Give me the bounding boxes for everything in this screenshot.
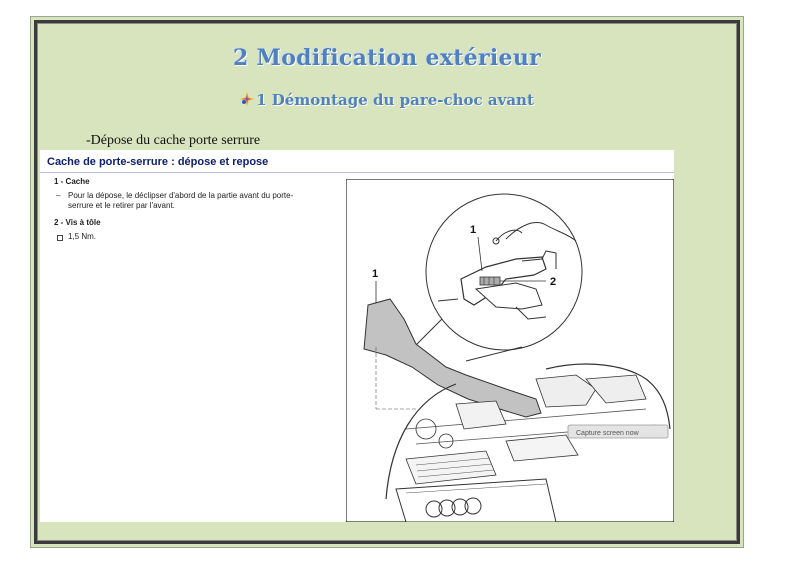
star-bullet-icon [240,92,254,106]
screw-icon [480,277,500,285]
procedure-title: Cache de porte-serrure : dépose et repose [47,156,269,168]
divider [40,172,674,173]
technical-diagram [346,179,674,522]
square-marker-icon [57,235,63,241]
procedure-panel [40,150,674,522]
item-detail [54,232,293,242]
section-subtitle [31,91,743,109]
detail-line: 1,5 Nm. [68,232,97,241]
document-page [30,16,744,548]
detail-line: serrure et le retirer par l'avant. [68,201,175,210]
callout-1-main: 1 [372,268,379,280]
intro-text: -Dépose du cache porte serrure [86,133,261,148]
capture-tooltip-text: Capture screen now [576,430,639,437]
dash-marker: – [56,191,61,200]
page-title: 2 Modification extérieur [232,45,542,71]
item-heading-vis: 2 - Vis à tôle [54,218,101,227]
section-subtitle-text: 1 Démontage du pare-choc avant [256,91,534,109]
callout-2-detail: 2 [550,276,557,288]
item-heading-cache: 1 - Cache [54,177,90,186]
callout-1-detail: 1 [470,224,477,236]
item-detail [54,191,293,211]
procedure-items [54,177,293,242]
detail-line: Pour la dépose, le déclipser d'abord de la partie avant du porte- [68,191,294,200]
